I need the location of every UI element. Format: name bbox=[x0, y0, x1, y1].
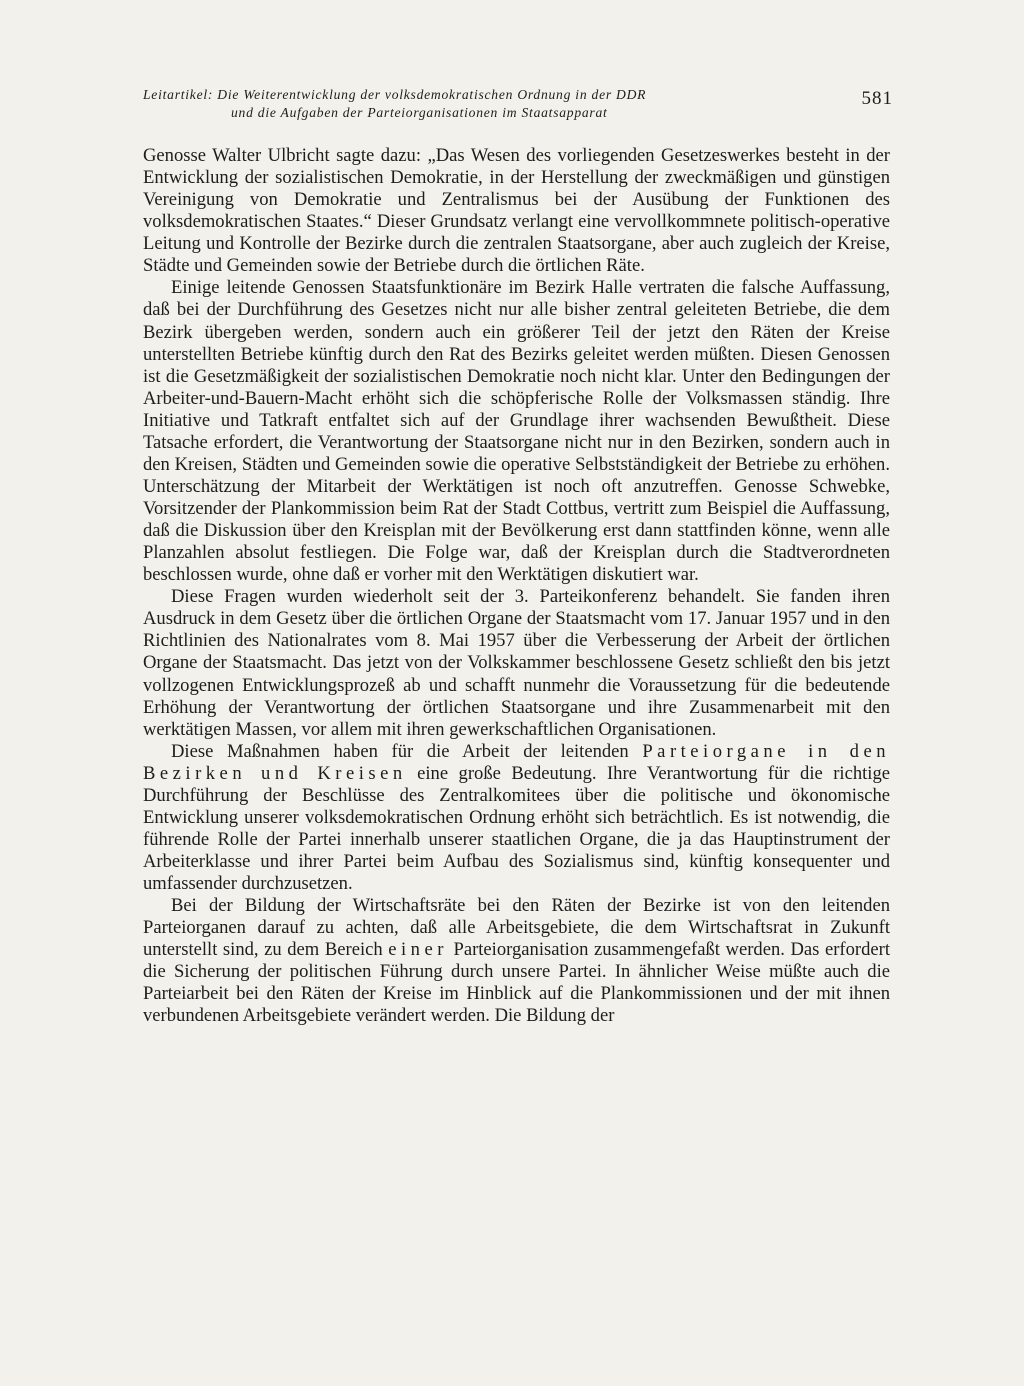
paragraph-4-text-start: Diese Maßnahmen haben für die Arbeit der leitenden bbox=[171, 740, 643, 762]
paragraph-5-text-end: Parteiorganisation zusammengefaßt werden. Das erfordert die Sicherung der politischen Führung durch unsere Partei. In ähnlicher Weise müßte auch die Parteiarbeit bei den Räten der Kreise im Hinblick auf die Plankommissionen und der mit ihnen verbundenen Arbeitsgebiete verändert werden. Die Bildung der bbox=[143, 939, 890, 1027]
paragraph-1: Genosse Walter Ulbricht sagte dazu: „Das Wesen des vorliegenden Gesetzeswerkes besteht in der Entwicklung der sozialistischen Demokratie, in der Herstellung der zweckmäßigen und günstigen Vereinigung von Demokratie und Zentralismus bei der Ausübung der Funktionen des volksdemokratischen Staates.“ Dieser Grundsatz verlangt eine vervollkommnete politisch-operative Leitung und Kontrolle der Bezirke durch die zentralen Staatsorgane, aber auch zugleich der Kreise, Städte und Gemeinden sowie der Betriebe durch die örtlichen Räte. bbox=[143, 145, 890, 277]
page-number: 581 bbox=[861, 88, 893, 109]
paragraph-4-emphasis: Parteiorgane in den Bezirken und Kreisen bbox=[143, 740, 891, 784]
article-body bbox=[143, 145, 890, 1028]
paragraph-4 bbox=[143, 741, 890, 895]
paragraph-2: Einige leitende Genossen Staatsfunktionäre im Bezirk Halle vertraten die falsche Auffassung, daß bei der Durchführung des Gesetzes nicht nur alle bisher zentral geleiteten Betriebe, die dem Bezirk übergeben werden, sondern auch ein größerer Teil der jetzt den Räten der Kreise unterstellten Betriebe künftig durch den Rat des Bezirks geleitet werden müßten. Diesen Genossen ist die Gesetzmäßigkeit der sozialistischen Demokratie noch nicht klar. Unter den Bedingungen der Arbeiter-und-Bauern-Macht erhöht sich die schöpferische Rolle der Volksmassen ständig. Ihre Initiative und Tatkraft entfaltet sich auf der Grundlage ihrer wachsenden Bewußtheit. Diese Tatsache erfordert, die Verantwortung der Staatsorgane nicht nur in den Bezirken, sondern auch in den Kreisen, Städten und Gemeinden sowie die operative Selbstständigkeit der Betriebe zu erhöhen. Unterschätzung der Mitarbeit der Werktätigen ist noch oft anzutreffen. Genosse Schwebke, Vorsitzender der Plankommission beim Rat der Stadt Cottbus, vertritt zum Beispiel die Auffassung, daß die Diskussion über den Kreisplan mit der Bevölkerung erst dann stattfinden könne, wenn alle Planzahlen absolut festliegen. Die Folge war, daß der Kreisplan durch die Stadtverordneten beschlossen wurde, ohne daß er vorher mit den Werktätigen diskutiert war. bbox=[143, 277, 890, 586]
paragraph-4-text-end: eine große Bedeutung. Ihre Verantwortung für die richtige Durchführung der Beschlüsse des Zentralkomitees über die politische und ökonomische Entwicklung unserer volksdemokratischen Ordnung erhöht sich beträchtlich. Es ist notwendig, die führende Rolle der Partei innerhalb unserer staatlichen Organe, die ja das Hauptinstrument der Arbeiterklasse und ihrer Partei beim Aufbau des Sozialismus sind, künftig konsequenter und umfassender durchzusetzen. bbox=[143, 762, 890, 895]
running-header bbox=[143, 86, 893, 126]
paragraph-3: Diese Fragen wurden wiederholt seit der 3. Parteikonferenz behandelt. Sie fanden ihren Ausdruck in dem Gesetz über die örtlichen Organe der Staatsmacht vom 17. Januar 1957 und in den Richtlinien des Nationalrates vom 8. Mai 1957 über die Verbesserung der Arbeit der örtlichen Organe der Staatsmacht. Das jetzt von der Volkskammer beschlossene Gesetz schließt den bis jetzt vollzogenen Entwicklungsprozeß ab und schafft nunmehr die Voraussetzung für die bedeutende Erhöhung der Verantwortung der örtlichen Staatsorgane und ihre Zusammenarbeit mit den werktätigen Massen, vor allem mit ihren gewerkschaftlichen Organisationen. bbox=[143, 586, 890, 740]
paragraph-5-text-start: Bei der Bildung der Wirtschaftsräte bei den Räten der Bezirke ist von den leitenden Parteiorganen darauf zu achten, daß alle Arbeitsgebiete, die dem Wirtschaftsrat in Zukunft unterstellt sind, zu dem Bereich bbox=[143, 895, 890, 961]
article-heading bbox=[143, 86, 823, 122]
heading-line-2: und die Aufgaben der Parteiorganisationen im Staatsapparat bbox=[231, 105, 608, 120]
heading-line-1: Leitartikel: Die Weiterentwicklung der volksdemokratischen Ordnung in der DDR bbox=[143, 87, 647, 102]
paragraph-5-emphasis: einer bbox=[388, 939, 448, 961]
paragraph-5 bbox=[143, 895, 890, 1027]
